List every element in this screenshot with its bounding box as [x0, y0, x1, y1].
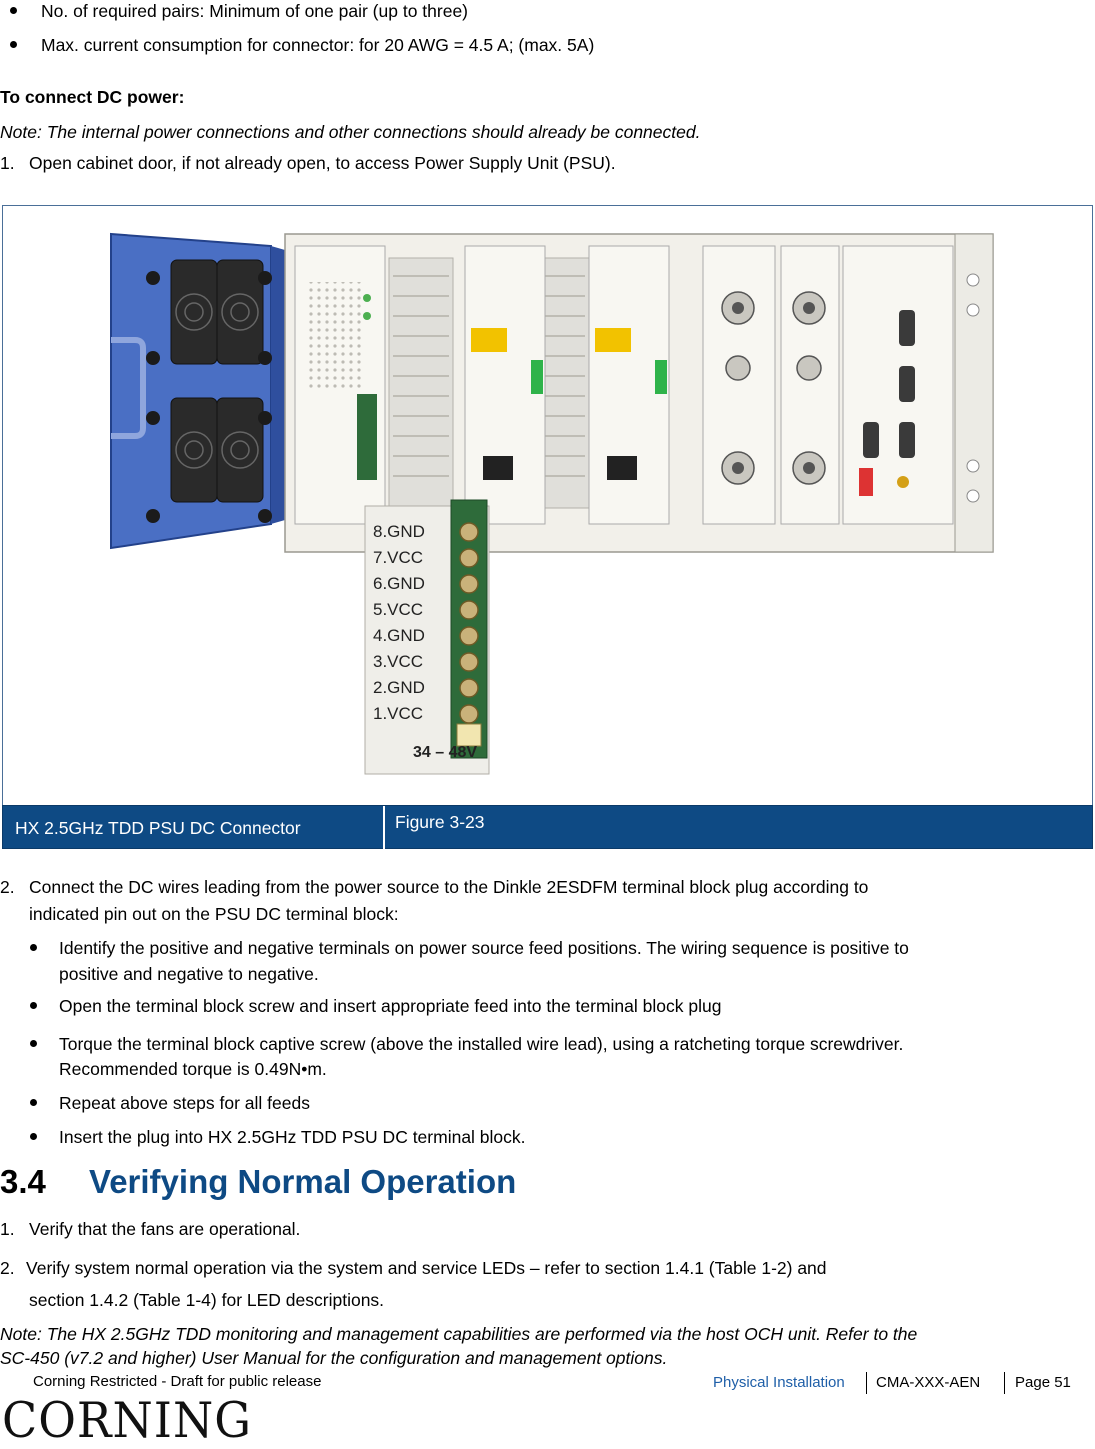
footer-separator — [1004, 1372, 1005, 1394]
footer-page-number: Page 51 — [1015, 1374, 1071, 1391]
chassis — [285, 234, 993, 552]
bullet-dot — [10, 41, 17, 48]
list-item: No. of required pairs: Minimum of one pair (up to three) — [41, 1, 468, 21]
figure-frame — [2, 205, 1093, 849]
footer-doc-id: CMA-XXX-AEN — [876, 1374, 981, 1391]
list-item-continued: Recommended torque is 0.49N•m. — [59, 1059, 327, 1079]
pin-label: 2.GND — [373, 678, 425, 697]
bullet-dot — [30, 1099, 37, 1106]
pin-label: 6.GND — [373, 574, 425, 593]
bullet-dot — [30, 1133, 37, 1140]
psu-dc-connector-illustration — [3, 206, 1092, 806]
step-text-continued: section 1.4.2 (Table 1-4) for LED descriptions. — [29, 1290, 385, 1310]
step-text: Verify system normal operation via the system and service LEDs – refer to section 1.4.1 (Table 1-2) and — [26, 1258, 827, 1278]
note-text: Note: The internal power connections and other connections should already be connected. — [0, 122, 701, 142]
list-item: Max. current consumption for connector: for 20 AWG = 4.5 A; (max. 5A) — [41, 35, 595, 55]
footer-left-text: Corning Restricted - Draft for public release — [33, 1373, 322, 1390]
list-item: Repeat above steps for all feeds — [59, 1093, 310, 1113]
list-item: Identify the positive and negative terminals on power source feed positions. The wiring sequence is positive to — [59, 938, 909, 958]
step-number: 1. — [0, 1219, 15, 1239]
pin-label: 5.VCC — [373, 600, 424, 619]
bullet-dot — [30, 944, 37, 951]
bullet-dot — [30, 1002, 37, 1009]
section-heading — [0, 1162, 517, 1209]
section-number: 3.4 — [0, 1163, 46, 1200]
figure-caption — [2, 805, 1093, 849]
bullet-dot — [30, 1040, 37, 1047]
list-item: Insert the plug into HX 2.5GHz TDD PSU DC terminal block. — [59, 1127, 526, 1147]
step-text: Connect the DC wires leading from the power source to the Dinkle 2ESDFM terminal block plug according to — [29, 877, 869, 897]
pin-label: 8.GND — [373, 522, 425, 541]
caption-divider — [383, 806, 385, 850]
footer-separator — [866, 1372, 867, 1394]
fan-tray — [111, 234, 285, 548]
caption-title: HX 2.5GHz TDD PSU DC Connector — [15, 818, 301, 838]
pin-label: 3.VCC — [373, 652, 424, 671]
list-item: Torque the terminal block captive screw (above the installed wire lead), using a ratcheting torque screwdriver. — [59, 1034, 904, 1054]
pin-label: 7.VCC — [373, 548, 424, 567]
step-text: Verify that the fans are operational. — [29, 1219, 301, 1239]
list-item-continued: positive and negative to negative. — [59, 964, 319, 984]
note-text-continued: SC-450 (v7.2 and higher) User Manual for the configuration and management options. — [0, 1348, 668, 1368]
step-number: 2. — [0, 1258, 15, 1278]
pin-label: 1.VCC — [373, 704, 424, 723]
voltage-label: 34 – 48V — [413, 744, 478, 761]
step-text: Open cabinet door, if not already open, to access Power Supply Unit (PSU). — [29, 153, 616, 173]
caption-number: Figure 3-23 — [395, 812, 485, 832]
corning-logo: CORNING — [2, 1391, 252, 1449]
footer-section: Physical Installation — [713, 1374, 845, 1391]
step-number: 2. — [0, 877, 15, 897]
list-item: Open the terminal block screw and insert appropriate feed into the terminal block plug — [59, 996, 722, 1016]
step-number: 1. — [0, 153, 15, 173]
section-title: Verifying Normal Operation — [89, 1163, 517, 1200]
connect-heading: To connect DC power: — [0, 87, 185, 107]
bullet-dot — [10, 7, 17, 14]
step-text-continued: indicated pin out on the PSU DC terminal block: — [29, 904, 399, 924]
pin-label: 4.GND — [373, 626, 425, 645]
note-text: Note: The HX 2.5GHz TDD monitoring and management capabilities are performed via the host OCH unit. Refer to the — [0, 1324, 918, 1344]
